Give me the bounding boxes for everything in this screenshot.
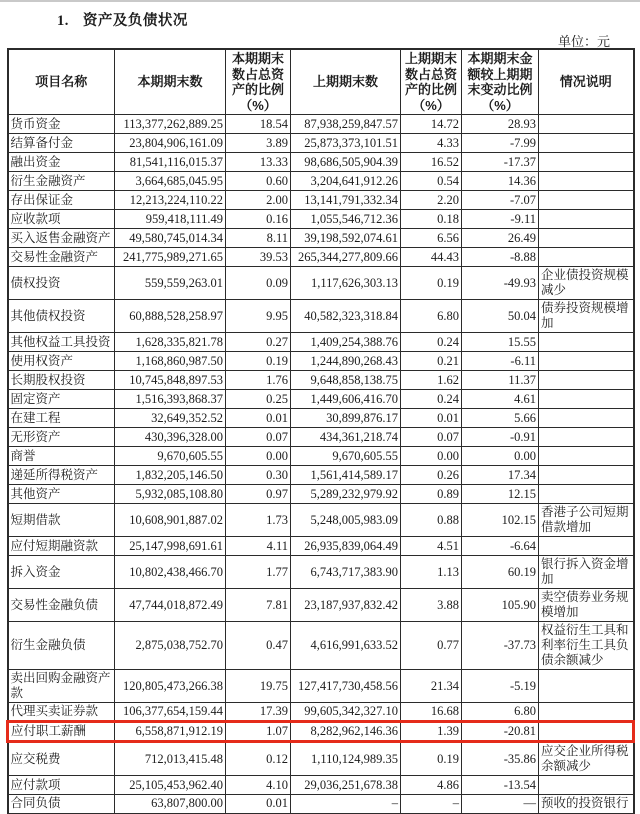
- col-header-current-pct: 本期期末数占总资产的比例（%）: [226, 49, 291, 115]
- change-pct-cell: -8.88: [462, 248, 539, 267]
- prior-pct-cell: 0.54: [401, 172, 462, 191]
- change-pct-cell: 15.55: [462, 333, 539, 352]
- current-amount-cell: 1,628,335,821.78: [115, 333, 226, 352]
- prior-amount-cell: 1,561,414,589.17: [291, 466, 401, 485]
- prior-amount-cell: 4,616,991,633.52: [291, 622, 401, 670]
- prior-pct-cell: 4.86: [401, 776, 462, 795]
- table-row: [8, 267, 634, 300]
- current-pct-cell: 17.39: [226, 703, 291, 722]
- note-cell: 银行拆入资金增加: [539, 556, 634, 589]
- col-header-change-pct: 本期期末金额较上期期末变动比例（%）: [462, 49, 539, 115]
- table-body: [8, 115, 634, 814]
- change-pct-cell: -13.54: [462, 776, 539, 795]
- note-cell: 卖空债券业务规模增加: [539, 589, 634, 622]
- prior-amount-cell: 26,935,839,064.49: [291, 537, 401, 556]
- item-name-cell: 买入返售金融资产: [8, 229, 115, 248]
- note-cell: [539, 485, 634, 504]
- change-pct-cell: 60.19: [462, 556, 539, 589]
- prior-amount-cell: 127,417,730,458.56: [291, 670, 401, 703]
- change-pct-cell: —: [462, 795, 539, 814]
- table-row: [8, 115, 634, 134]
- current-pct-cell: 1.73: [226, 504, 291, 537]
- current-pct-cell: 1.77: [226, 556, 291, 589]
- current-amount-cell: 25,105,453,962.40: [115, 776, 226, 795]
- item-name-cell: 卖出回购金融资产款: [8, 670, 115, 703]
- change-pct-cell: -0.91: [462, 428, 539, 447]
- item-name-cell: 应付款项: [8, 776, 115, 795]
- change-pct-cell: 12.15: [462, 485, 539, 504]
- prior-pct-cell: 6.56: [401, 229, 462, 248]
- current-amount-cell: 25,147,998,691.61: [115, 537, 226, 556]
- prior-amount-cell: 6,743,717,383.90: [291, 556, 401, 589]
- current-pct-cell: 0.01: [226, 795, 291, 814]
- current-pct-cell: 7.81: [226, 589, 291, 622]
- prior-pct-cell: 4.33: [401, 134, 462, 153]
- prior-amount-cell: 25,873,373,101.51: [291, 134, 401, 153]
- change-pct-cell: -9.11: [462, 210, 539, 229]
- item-name-cell: 无形资产: [8, 428, 115, 447]
- note-cell: [539, 333, 634, 352]
- item-name-cell: 结算备付金: [8, 134, 115, 153]
- item-name-cell: 其他债权投资: [8, 300, 115, 333]
- change-pct-cell: 17.34: [462, 466, 539, 485]
- current-amount-cell: 81,541,116,015.37: [115, 153, 226, 172]
- prior-pct-cell: 0.88: [401, 504, 462, 537]
- table-row: [8, 229, 634, 248]
- note-cell: [539, 447, 634, 466]
- prior-pct-cell: 0.21: [401, 352, 462, 371]
- current-amount-cell: 47,744,018,872.49: [115, 589, 226, 622]
- current-amount-cell: 1,168,860,987.50: [115, 352, 226, 371]
- table-row: [8, 504, 634, 537]
- col-header-item-name: 项目名称: [8, 49, 115, 115]
- current-pct-cell: 0.30: [226, 466, 291, 485]
- prior-pct-cell: 0.19: [401, 742, 462, 776]
- prior-amount-cell: 434,361,218.74: [291, 428, 401, 447]
- section-title: [0, 0, 640, 30]
- note-cell: [539, 210, 634, 229]
- current-amount-cell: 49,580,745,014.34: [115, 229, 226, 248]
- note-cell: [539, 248, 634, 267]
- prior-pct-cell: 1.13: [401, 556, 462, 589]
- current-amount-cell: 113,377,262,889.25: [115, 115, 226, 134]
- prior-pct-cell: 0.18: [401, 210, 462, 229]
- current-amount-cell: 959,418,111.49: [115, 210, 226, 229]
- current-pct-cell: 0.09: [226, 267, 291, 300]
- table-row: [8, 589, 634, 622]
- item-name-cell: 短期借款: [8, 504, 115, 537]
- change-pct-cell: 28.93: [462, 115, 539, 134]
- item-name-cell: 存出保证金: [8, 191, 115, 210]
- current-pct-cell: 0.12: [226, 742, 291, 776]
- item-name-cell: 代理买卖证券款: [8, 703, 115, 722]
- assets-liabilities-table: [6, 48, 635, 814]
- prior-pct-cell: 0.24: [401, 390, 462, 409]
- note-cell: [539, 172, 634, 191]
- current-amount-cell: 63,807,800.00: [115, 795, 226, 814]
- change-pct-cell: -7.99: [462, 134, 539, 153]
- current-amount-cell: 3,664,685,045.95: [115, 172, 226, 191]
- note-cell: [539, 134, 634, 153]
- prior-pct-cell: 44.43: [401, 248, 462, 267]
- item-name-cell: 衍生金融负债: [8, 622, 115, 670]
- current-amount-cell: 106,377,654,159.44: [115, 703, 226, 722]
- note-cell: [539, 776, 634, 795]
- table-row: [8, 371, 634, 390]
- current-pct-cell: 19.75: [226, 670, 291, 703]
- item-name-cell: 其他资产: [8, 485, 115, 504]
- item-name-cell: 货币资金: [8, 115, 115, 134]
- current-amount-cell: 60,888,528,258.97: [115, 300, 226, 333]
- table-row: [8, 537, 634, 556]
- section-number: 1.: [57, 13, 69, 29]
- note-cell: [539, 409, 634, 428]
- prior-pct-cell: 0.89: [401, 485, 462, 504]
- change-pct-cell: 50.04: [462, 300, 539, 333]
- current-amount-cell: 10,608,901,887.02: [115, 504, 226, 537]
- prior-amount-cell: 98,686,505,904.39: [291, 153, 401, 172]
- current-amount-cell: 5,932,085,108.80: [115, 485, 226, 504]
- prior-pct-cell: 0.00: [401, 447, 462, 466]
- change-pct-cell: -35.86: [462, 742, 539, 776]
- prior-pct-cell: 1.39: [401, 722, 462, 742]
- current-pct-cell: 39.53: [226, 248, 291, 267]
- current-amount-cell: 12,213,224,110.22: [115, 191, 226, 210]
- unit-label: 单位：元: [557, 34, 610, 49]
- col-header-prior-pct: 上期期末数占总资产的比例（%）: [401, 49, 462, 115]
- item-name-cell: 在建工程: [8, 409, 115, 428]
- prior-amount-cell: 3,204,641,912.26: [291, 172, 401, 191]
- prior-amount-cell: 13,141,791,332.34: [291, 191, 401, 210]
- current-pct-cell: 8.11: [226, 229, 291, 248]
- change-pct-cell: -17.37: [462, 153, 539, 172]
- note-cell: [539, 191, 634, 210]
- table-row: [8, 622, 634, 670]
- prior-pct-cell: 2.20: [401, 191, 462, 210]
- prior-amount-cell: 5,289,232,979.92: [291, 485, 401, 504]
- note-cell: [539, 428, 634, 447]
- table-row: [8, 300, 634, 333]
- table-row: [8, 485, 634, 504]
- item-name-cell: 交易性金融负债: [8, 589, 115, 622]
- item-name-cell: 其他权益工具投资: [8, 333, 115, 352]
- change-pct-cell: -6.64: [462, 537, 539, 556]
- table-row: [8, 134, 634, 153]
- current-amount-cell: 32,649,352.52: [115, 409, 226, 428]
- item-name-cell: 应付职工薪酬: [8, 722, 115, 742]
- table-row: [8, 447, 634, 466]
- prior-pct-cell: 0.01: [401, 409, 462, 428]
- current-pct-cell: 4.10: [226, 776, 291, 795]
- table-row: [8, 722, 634, 742]
- current-amount-cell: 10,745,848,897.53: [115, 371, 226, 390]
- table-header: [8, 49, 634, 115]
- item-name-cell: 债权投资: [8, 267, 115, 300]
- item-name-cell: 商誉: [8, 447, 115, 466]
- note-cell: [539, 153, 634, 172]
- current-amount-cell: 1,832,205,146.50: [115, 466, 226, 485]
- item-name-cell: 应交税费: [8, 742, 115, 776]
- change-pct-cell: 4.61: [462, 390, 539, 409]
- prior-pct-cell: –: [401, 795, 462, 814]
- table-row: [8, 409, 634, 428]
- current-pct-cell: 4.11: [226, 537, 291, 556]
- note-cell: 权益衍生工具和利率衍生工具负债余额减少: [539, 622, 634, 670]
- current-pct-cell: 0.60: [226, 172, 291, 191]
- change-pct-cell: 105.90: [462, 589, 539, 622]
- prior-pct-cell: 1.62: [401, 371, 462, 390]
- table-row: [8, 210, 634, 229]
- note-cell: 债券投资规模增加: [539, 300, 634, 333]
- change-pct-cell: 0.00: [462, 447, 539, 466]
- current-amount-cell: 9,670,605.55: [115, 447, 226, 466]
- item-name-cell: 交易性金融资产: [8, 248, 115, 267]
- current-amount-cell: 241,775,989,271.65: [115, 248, 226, 267]
- prior-amount-cell: 9,670,605.55: [291, 447, 401, 466]
- current-pct-cell: 0.07: [226, 428, 291, 447]
- current-pct-cell: 0.00: [226, 447, 291, 466]
- prior-amount-cell: 5,248,005,983.09: [291, 504, 401, 537]
- prior-amount-cell: 87,938,259,847.57: [291, 115, 401, 134]
- prior-pct-cell: 0.77: [401, 622, 462, 670]
- note-cell: 企业债投资规模减少: [539, 267, 634, 300]
- change-pct-cell: -37.73: [462, 622, 539, 670]
- prior-pct-cell: 16.52: [401, 153, 462, 172]
- prior-pct-cell: 4.51: [401, 537, 462, 556]
- table-row: [8, 352, 634, 371]
- current-amount-cell: 6,558,871,912.19: [115, 722, 226, 742]
- table-row: [8, 172, 634, 191]
- prior-amount-cell: 8,282,962,146.36: [291, 722, 401, 742]
- current-pct-cell: 0.16: [226, 210, 291, 229]
- prior-amount-cell: –: [291, 795, 401, 814]
- change-pct-cell: 102.15: [462, 504, 539, 537]
- prior-amount-cell: 1,055,546,712.36: [291, 210, 401, 229]
- prior-amount-cell: 9,648,858,138.75: [291, 371, 401, 390]
- prior-pct-cell: 0.24: [401, 333, 462, 352]
- note-cell: [539, 703, 634, 722]
- item-name-cell: 长期股权投资: [8, 371, 115, 390]
- current-amount-cell: 10,802,438,466.70: [115, 556, 226, 589]
- table-row: [8, 795, 634, 814]
- note-cell: [539, 229, 634, 248]
- table-row: [8, 191, 634, 210]
- prior-amount-cell: 1,110,124,989.35: [291, 742, 401, 776]
- current-pct-cell: 3.89: [226, 134, 291, 153]
- prior-amount-cell: 1,117,626,303.13: [291, 267, 401, 300]
- note-cell: [539, 390, 634, 409]
- item-name-cell: 应付短期融资款: [8, 537, 115, 556]
- prior-amount-cell: 39,198,592,074.61: [291, 229, 401, 248]
- change-pct-cell: -20.81: [462, 722, 539, 742]
- prior-pct-cell: 0.07: [401, 428, 462, 447]
- current-amount-cell: 430,396,328.00: [115, 428, 226, 447]
- current-pct-cell: 0.27: [226, 333, 291, 352]
- current-amount-cell: 2,875,038,752.70: [115, 622, 226, 670]
- prior-amount-cell: 99,605,342,327.10: [291, 703, 401, 722]
- col-header-current-amount: 本期期末数: [115, 49, 226, 115]
- item-name-cell: 递延所得税资产: [8, 466, 115, 485]
- prior-amount-cell: 29,036,251,678.38: [291, 776, 401, 795]
- prior-amount-cell: 265,344,277,809.66: [291, 248, 401, 267]
- current-pct-cell: 0.01: [226, 409, 291, 428]
- current-amount-cell: 1,516,393,868.37: [115, 390, 226, 409]
- note-cell: [539, 670, 634, 703]
- note-cell: 预收的投资银行: [539, 795, 634, 814]
- item-name-cell: 合同负债: [8, 795, 115, 814]
- table-row: [8, 390, 634, 409]
- table-row: [8, 670, 634, 703]
- current-pct-cell: 9.95: [226, 300, 291, 333]
- prior-amount-cell: 23,187,937,832.42: [291, 589, 401, 622]
- table-row: [8, 248, 634, 267]
- col-header-note: 情况说明: [539, 49, 634, 115]
- change-pct-cell: 11.37: [462, 371, 539, 390]
- current-pct-cell: 18.54: [226, 115, 291, 134]
- table-row: [8, 742, 634, 776]
- prior-amount-cell: 1,449,606,416.70: [291, 390, 401, 409]
- table-row: [8, 556, 634, 589]
- note-cell: [539, 537, 634, 556]
- item-name-cell: 使用权资产: [8, 352, 115, 371]
- prior-pct-cell: 3.88: [401, 589, 462, 622]
- current-pct-cell: 0.47: [226, 622, 291, 670]
- current-pct-cell: 13.33: [226, 153, 291, 172]
- current-amount-cell: 23,804,906,161.09: [115, 134, 226, 153]
- current-pct-cell: 0.25: [226, 390, 291, 409]
- prior-pct-cell: 21.34: [401, 670, 462, 703]
- current-pct-cell: 1.76: [226, 371, 291, 390]
- change-pct-cell: 14.36: [462, 172, 539, 191]
- current-pct-cell: 0.19: [226, 352, 291, 371]
- prior-amount-cell: 1,244,890,268.43: [291, 352, 401, 371]
- note-cell: [539, 722, 634, 742]
- table-row: [8, 428, 634, 447]
- prior-amount-cell: 30,899,876.17: [291, 409, 401, 428]
- prior-pct-cell: 0.26: [401, 466, 462, 485]
- table-row: [8, 776, 634, 795]
- current-amount-cell: 712,013,415.48: [115, 742, 226, 776]
- item-name-cell: 衍生金融资产: [8, 172, 115, 191]
- note-cell: 应交企业所得税余额减少: [539, 742, 634, 776]
- table-row: [8, 153, 634, 172]
- change-pct-cell: -6.11: [462, 352, 539, 371]
- prior-pct-cell: 14.72: [401, 115, 462, 134]
- page-top-divider: [0, 0, 640, 2]
- change-pct-cell: -5.19: [462, 670, 539, 703]
- table-row: [8, 333, 634, 352]
- table-row: [8, 466, 634, 485]
- prior-pct-cell: 16.68: [401, 703, 462, 722]
- note-cell: [539, 115, 634, 134]
- current-pct-cell: 2.00: [226, 191, 291, 210]
- item-name-cell: 融出资金: [8, 153, 115, 172]
- item-name-cell: 固定资产: [8, 390, 115, 409]
- change-pct-cell: -49.93: [462, 267, 539, 300]
- change-pct-cell: 5.66: [462, 409, 539, 428]
- prior-pct-cell: 6.80: [401, 300, 462, 333]
- current-pct-cell: 1.07: [226, 722, 291, 742]
- current-amount-cell: 559,559,263.01: [115, 267, 226, 300]
- note-cell: [539, 466, 634, 485]
- col-header-prior-amount: 上期期末数: [291, 49, 401, 115]
- item-name-cell: 拆入资金: [8, 556, 115, 589]
- prior-amount-cell: 40,582,323,318.84: [291, 300, 401, 333]
- change-pct-cell: -7.07: [462, 191, 539, 210]
- note-cell: [539, 371, 634, 390]
- table-row: [8, 703, 634, 722]
- change-pct-cell: 6.80: [462, 703, 539, 722]
- section-title-text: 资产及负债状况: [82, 13, 188, 29]
- change-pct-cell: 26.49: [462, 229, 539, 248]
- item-name-cell: 应收款项: [8, 210, 115, 229]
- prior-pct-cell: 0.19: [401, 267, 462, 300]
- current-pct-cell: 0.97: [226, 485, 291, 504]
- current-amount-cell: 120,805,473,266.38: [115, 670, 226, 703]
- header-row: [8, 49, 634, 115]
- prior-amount-cell: 1,409,254,388.76: [291, 333, 401, 352]
- note-cell: [539, 352, 634, 371]
- note-cell: 香港子公司短期借款增加: [539, 504, 634, 537]
